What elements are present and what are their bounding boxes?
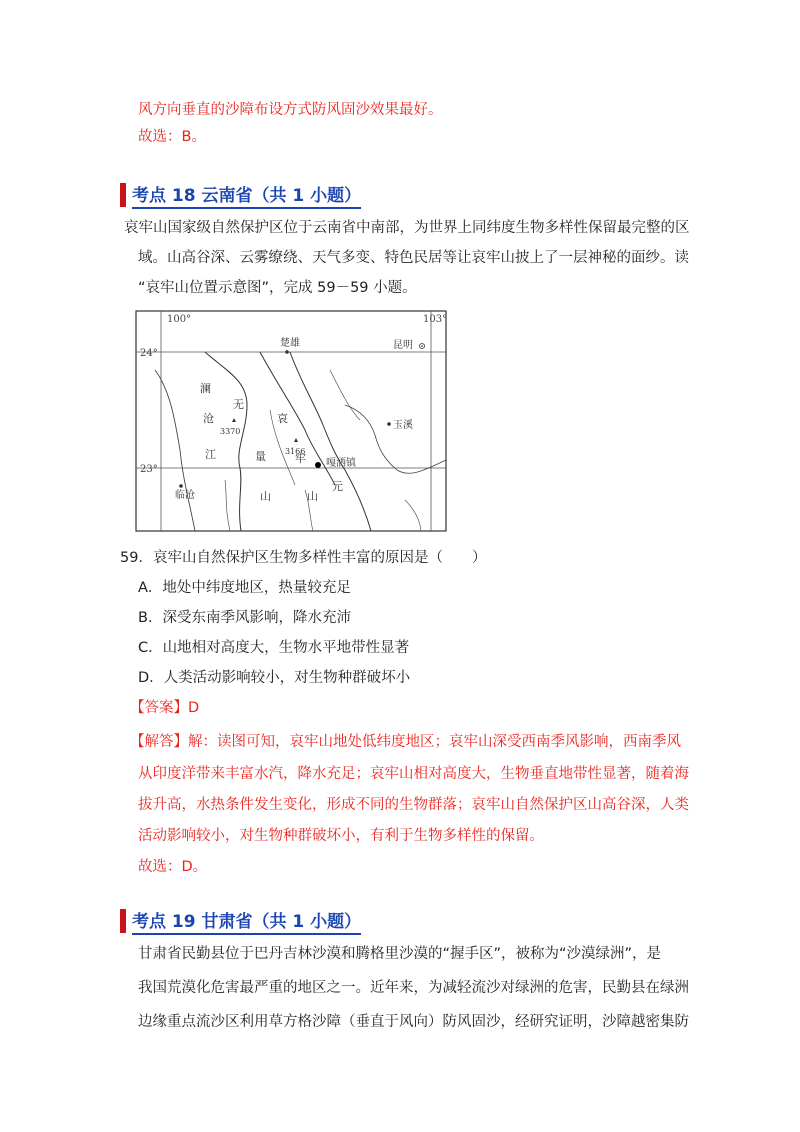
city-label-kunming: 昆明 (393, 340, 413, 351)
section-18-title: 考点 18 云南省（共 1 小题） (132, 181, 361, 209)
heading-marker (120, 183, 126, 207)
city-dot-gasa (315, 462, 321, 468)
answer-line (130, 698, 199, 718)
heading-marker (120, 909, 126, 933)
intro-line: 我国荒漠化危害最严重的地区之一。近年来，为减轻流沙对绿洲的危害，民勤县在绿洲 (138, 980, 689, 996)
yuan-char: 元 (332, 480, 343, 493)
intro-line: “哀牢山位置示意图”，完成 59－59 小题。 (138, 280, 417, 296)
option-d: D．人类活动影响较小，对生物种群破坏小 (138, 670, 411, 686)
lancang-char-2: 沧 (203, 412, 214, 425)
option-c: C．山地相对高度大，生物水平地带性显著 (138, 640, 410, 656)
lon-label-100: 100° (167, 314, 192, 325)
wuliang-char-3: 山 (260, 490, 271, 503)
city-label-chuxiong: 楚雄 (280, 338, 300, 349)
city-dot-lincang (179, 484, 183, 488)
ailao-char-1: 哀 (277, 412, 288, 425)
analysis-text: 解：读图可知，哀牢山地处低纬度地区；哀牢山深受西南季风影响，西南季风 (188, 734, 681, 750)
city-dot-chuxiong (285, 350, 289, 354)
intro-line: 域。山高谷深、云雾缭绕、天气多变、特色民居等让哀牢山披上了一层神秘的面纱。读 (138, 250, 689, 266)
city-label-yuxi: 玉溪 (393, 420, 413, 431)
section-19-heading (120, 908, 361, 934)
analysis-line: 拔升高，水热条件发生变化，形成不同的生物群落；哀牢山自然保护区山高谷深，人类 (138, 797, 689, 813)
section-18-heading (120, 182, 361, 208)
wuliang-char-2: 量 (255, 450, 266, 463)
lat-label-23: 23° (140, 464, 158, 475)
previous-choice-line: 故选：B。 (138, 129, 206, 145)
intro-line: 哀牢山国家级自然保护区位于云南省中南部，为世界上同纬度生物多样性保留最完整的区 (124, 220, 690, 236)
analysis-line (130, 732, 681, 752)
city-label-lincang: 临沧 (175, 490, 195, 501)
lancang-char-3: 江 (205, 448, 216, 461)
analysis-line: 活动影响较小，对生物种群破坏小，有利于生物多样性的保留。 (138, 828, 544, 844)
peak-label-3166: 3166 (285, 447, 306, 456)
choice-line: 故选：D。 (138, 859, 208, 875)
section-19-title: 考点 19 甘肃省（共 1 小题） (132, 907, 361, 935)
lat-label-24: 24° (140, 348, 158, 359)
lancang-char-1: 澜 (200, 382, 211, 395)
intro-line: 边缘重点流沙区利用草方格沙障（垂直于风向）防风固沙，经研究证明，沙障越密集防 (138, 1014, 689, 1030)
intro-line: 甘肃省民勤县位于巴丹吉林沙漠和腾格里沙漠的“握手区”，被称为“沙漠绿洲”，是 (138, 946, 662, 962)
option-b: B．深受东南季风影响，降水充沛 (138, 610, 351, 626)
analysis-label: 【解答】 (130, 734, 188, 750)
option-a: A．地处中纬度地区，热量较充足 (138, 580, 351, 596)
answer-value: D (188, 700, 200, 716)
answer-label: 【答案】 (130, 700, 188, 716)
previous-answer-line: 风方向垂直的沙障布设方式防风固沙效果最好。 (138, 102, 443, 118)
question-stem: 59．哀牢山自然保护区生物多样性丰富的原因是（ ） (120, 550, 487, 566)
analysis-line: 从印度洋带来丰富水汽，降水充足；哀牢山相对高度大，生物垂直地带性显著，随着海 (138, 766, 689, 782)
ailao-mountain-location-map (135, 310, 447, 532)
peak-label-3370: 3370 (220, 427, 241, 436)
lon-label-103: 103° (423, 314, 447, 325)
city-dot-yuxi (387, 422, 391, 426)
ailao-char-3: 山 (307, 490, 318, 503)
ailao-char-2: 牢 (295, 452, 306, 465)
city-label-gasa: 嘎洒镇 (326, 458, 356, 469)
wuliang-char-1: 无 (233, 398, 244, 411)
